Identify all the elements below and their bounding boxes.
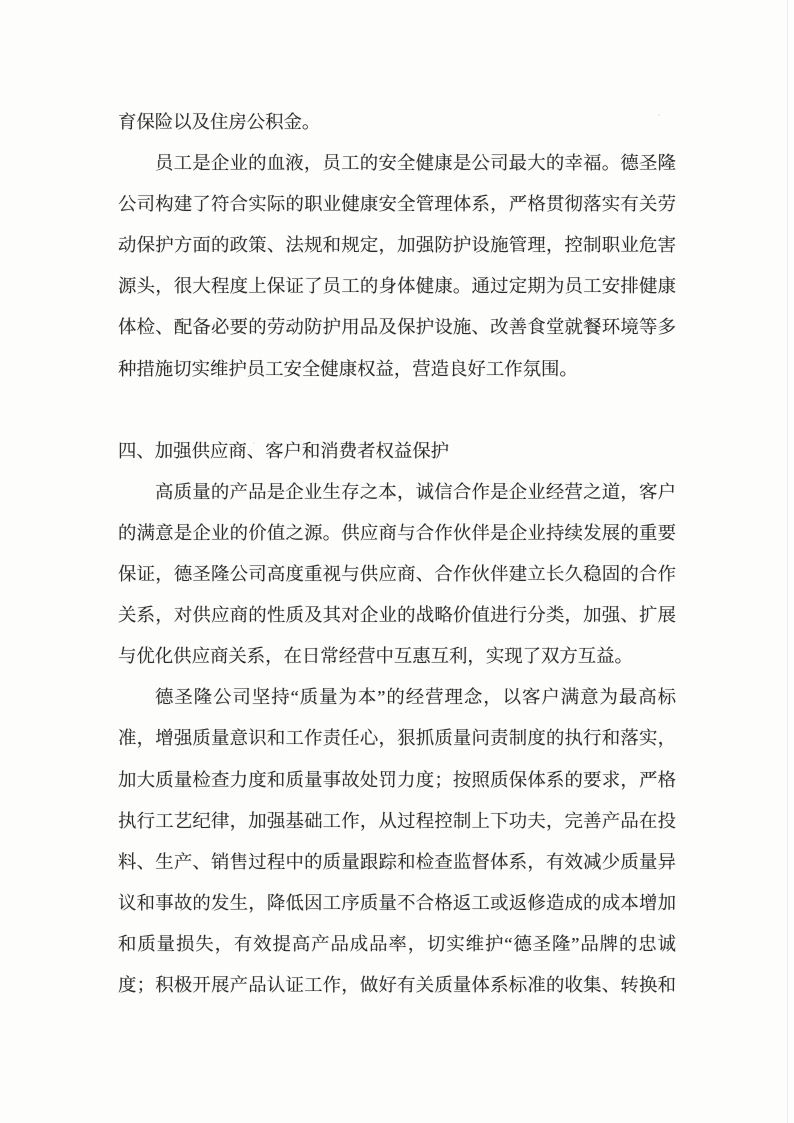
text-line: 德圣隆公司坚持“质量为本”的经营理念，以客户满意为最高标: [155, 687, 676, 708]
scan-speck: [253, 442, 255, 444]
text-line: 种措施切实维护员工安全健康权益，营造良好工作氛围。: [118, 358, 578, 379]
text-line: 员工是企业的血液，员工的安全健康是公司最大的幸福。德圣隆: [155, 153, 676, 174]
text-line: 加大质量检查力度和质量事故处罚力度；按照质保体系的要求，严格: [118, 769, 676, 790]
text-line: 度；积极开展产品认证工作，做好有关质量体系标准的收集、转换和: [118, 974, 676, 995]
text-line: 育保险以及住房公积金。: [118, 112, 321, 132]
text-line: 保证，德圣隆公司高度重视与供应商、合作伙伴建立长久稳固的合作: [118, 564, 676, 585]
text-line: 议和事故的发生，降低因工序质量不合格返工或返修造成的成本增加: [118, 892, 676, 913]
section-heading: 四、加强供应商、客户和消费者权益保护: [118, 440, 450, 461]
text-line: 料、生产、销售过程中的质量跟踪和检查监督体系，有效减少质量异: [118, 851, 676, 872]
text-line: 源头，很大程度上保证了员工的身体健康。通过定期为员工安排健康: [118, 276, 676, 297]
text-line: 体检、配备必要的劳动防护用品及保护设施、改善食堂就餐环境等多: [118, 317, 676, 338]
text-line: 高质量的产品是企业生存之本，诚信合作是企业经营之道，客户: [155, 481, 676, 502]
text-column: [118, 102, 676, 1006]
text-line: 的满意是企业的价值之源。供应商与合作伙伴是企业持续发展的重要: [118, 522, 676, 543]
text-line: 和质量损失，有效提高产品成品率，切实维护“德圣隆”品牌的忠诚: [118, 933, 676, 954]
scan-edge-line: [787, 0, 788, 1123]
blank-line: [118, 390, 676, 431]
scan-speck: [530, 936, 532, 938]
text-line: 关系，对供应商的性质及其对企业的战略价值进行分类，加强、扩展: [118, 605, 676, 626]
text-line: 动保护方面的政策、法规和规定，加强防护设施管理，控制职业危害: [118, 235, 676, 256]
text-line: 公司构建了符合实际的职业健康安全管理体系，严格贯彻落实有关劳: [118, 194, 676, 215]
scan-speck: [658, 114, 660, 116]
scan-margin-strip: [788, 0, 794, 1123]
text-line: 执行工艺纪律，加强基础工作，从过程控制上下功夫，完善产品在投: [118, 810, 676, 831]
text-line: 准，增强质量意识和工作责任心，狠抓质量问责制度的执行和落实，: [118, 728, 676, 749]
text-line: 与优化供应商关系，在日常经营中互惠互利，实现了双方互益。: [118, 646, 633, 667]
